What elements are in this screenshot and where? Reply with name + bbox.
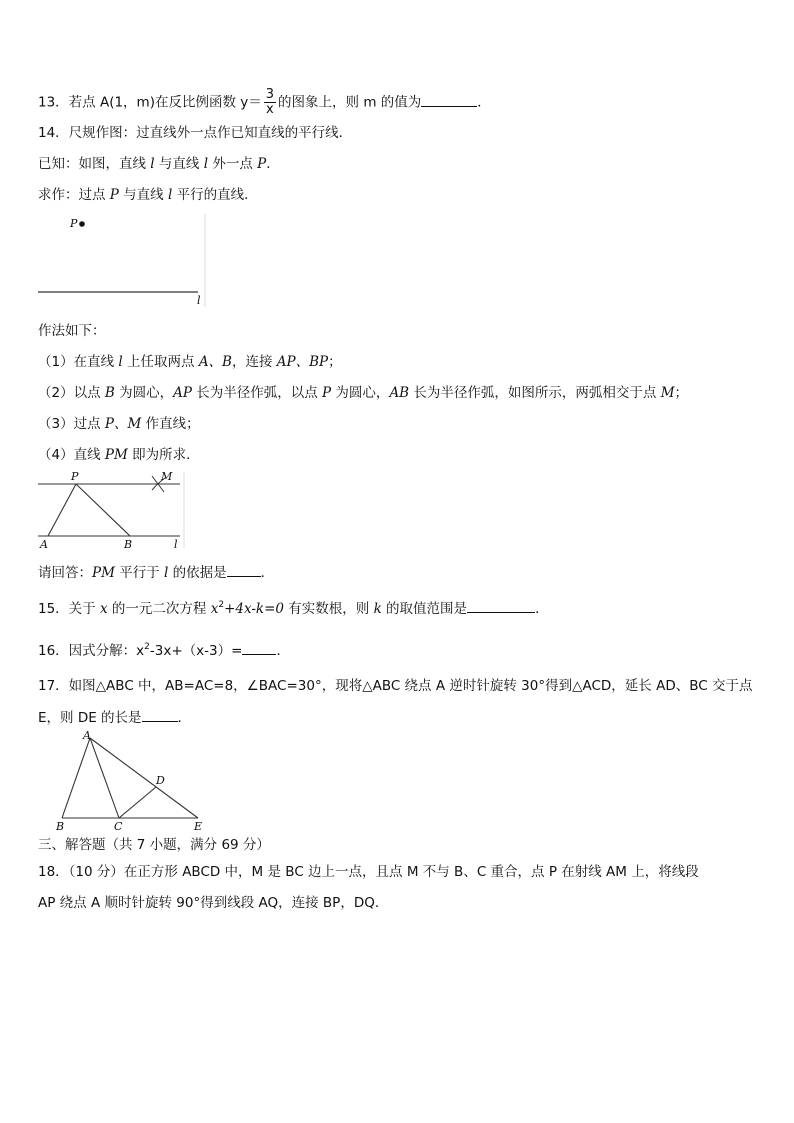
var-l: l (203, 156, 209, 172)
segment-bp (76, 484, 130, 536)
text: 与直线 (154, 156, 204, 172)
label-a: A (83, 729, 91, 742)
text: ． (266, 156, 280, 172)
superscript-2: 2 (144, 642, 150, 652)
answer-blank-q16 (242, 640, 276, 655)
var-p: P (322, 385, 332, 401)
var-ap-bp: AP、BP (276, 354, 329, 370)
q14-method: 作法如下： (38, 323, 106, 339)
text: 即为所求． (127, 447, 200, 463)
text: ． (276, 643, 290, 659)
text: ； (674, 385, 689, 401)
segment-ae (90, 738, 198, 818)
q14-step4 (38, 446, 200, 464)
q14-step3 (38, 415, 200, 433)
var-ab: A、B (198, 354, 232, 370)
label-p: P (71, 470, 79, 483)
text: 的取值范围是 (381, 601, 468, 617)
text: 16．因式分解：x (38, 643, 145, 659)
superscript-2: 2 (218, 600, 225, 610)
var-b: B (104, 385, 115, 401)
q18-line1: 18．（10 分）在正方形 ABCD 中，M 是 BC 边上一点，且点 M 不与 B、C 重合，点 P 在射线 AM 上，将线段 (38, 864, 699, 880)
q14-step2 (38, 384, 688, 402)
q14-known (38, 155, 280, 173)
text: ，连接 (231, 354, 277, 370)
label-l: l (174, 538, 178, 551)
point-p-dot (79, 221, 85, 227)
q14-answer (38, 562, 274, 582)
q13-end: ． (477, 94, 491, 111)
segment-ap (48, 484, 76, 536)
figure-triangle-rotation (52, 728, 212, 834)
text: ； (328, 354, 342, 370)
label-m: M (161, 470, 173, 483)
equation-part: +4x-k=0 (224, 601, 284, 617)
answer-blank-q14 (227, 562, 261, 577)
label-p: P (70, 217, 78, 230)
label-e: E (194, 820, 203, 833)
segment-ab (62, 738, 90, 818)
text: 有实数根，则 (283, 601, 374, 617)
text: E，则 DE 的长是 (38, 710, 142, 726)
text: （4）直线 (38, 447, 105, 463)
label-d: D (156, 774, 165, 787)
q16-line (38, 640, 290, 660)
text: 为圆心， (114, 385, 174, 401)
q17-line1: 17．如图△ABC 中，AB=AC=8，∠BAC=30°，现将△ABC 绕点 A 逆时针旋转 30°得到△ACD，延长 AD、BC 交于点 (38, 678, 753, 694)
text: 平行的直线． (172, 187, 258, 203)
text: 15．关于 (38, 601, 100, 617)
fraction-denominator: x (266, 102, 274, 117)
text: ． (260, 565, 275, 581)
text: 已知：如图，直线 (38, 156, 151, 172)
text: 的一元二次方程 (107, 601, 211, 617)
label-b: B (124, 538, 133, 551)
q15-line (38, 598, 549, 618)
equation-part: x (210, 601, 219, 617)
var-k: k (373, 601, 382, 617)
var-l: l (164, 565, 169, 581)
answer-blank-q15 (467, 598, 535, 613)
q14-title: 14．尺规作图：过直线外一点作已知直线的平行线． (38, 125, 353, 141)
q13-prefix: 13．若点 A(1，m)在反比例函数 y＝ (38, 94, 262, 111)
label-b: B (56, 820, 65, 833)
var-pm: P、M (104, 416, 142, 432)
segment-ac (90, 738, 119, 818)
var-l: l (167, 187, 173, 203)
q18-line2: AP 绕点 A 顺时针旋转 90°得到线段 AQ，连接 BP，DQ． (38, 895, 389, 911)
text: （1）在直线 (38, 354, 119, 370)
text: 求作：过点 (38, 187, 110, 203)
var-p: P (109, 187, 119, 203)
fraction-3-over-x (264, 88, 276, 117)
segment-cd (119, 787, 156, 818)
q14-task (38, 186, 258, 204)
var-p: P (257, 156, 267, 172)
var-x: x (99, 601, 108, 617)
section-heading: 三、解答题（共 7 小题，满分 69 分） (38, 837, 270, 853)
q13-suffix: 的图象上，则 m 的值为 (278, 94, 422, 111)
q13-line (38, 88, 491, 117)
var-l: l (150, 156, 155, 172)
text: 作直线； (141, 416, 200, 432)
text: 上任取两点 (122, 354, 199, 370)
text: 的依据是 (168, 565, 227, 581)
answer-blank-q13 (421, 92, 477, 107)
var-pm: PM (104, 447, 128, 463)
text: 外一点 (208, 156, 258, 172)
label-c: C (114, 820, 123, 833)
text: （2）以点 (38, 385, 105, 401)
figure-parallel-construction (34, 468, 194, 554)
text: 为圆心， (331, 385, 390, 401)
text: 平行于 (114, 565, 165, 581)
q17-line2 (38, 707, 191, 727)
var-ab: AB (389, 385, 410, 401)
fraction-numerator: 3 (265, 87, 275, 102)
text: 长为半径作弧，以点 (191, 385, 323, 401)
text: ． (177, 710, 192, 726)
var-ap: AP (173, 385, 192, 401)
var-m: M (660, 385, 675, 401)
figure-point-and-line (34, 212, 210, 310)
q14-step1 (38, 353, 342, 371)
var-pm: PM (92, 565, 115, 581)
text: 长为半径作弧，如图所示，两弧相交于点 (409, 385, 661, 401)
text: ． (535, 601, 549, 617)
var-l: l (118, 354, 123, 370)
text: -3x+（x-3）= (149, 643, 243, 659)
text: 与直线 (118, 187, 168, 203)
text: （3）过点 (38, 416, 105, 432)
text: 请回答： (38, 565, 92, 581)
answer-blank-q17 (142, 707, 178, 722)
label-l: l (197, 294, 201, 307)
label-a: A (40, 538, 48, 551)
